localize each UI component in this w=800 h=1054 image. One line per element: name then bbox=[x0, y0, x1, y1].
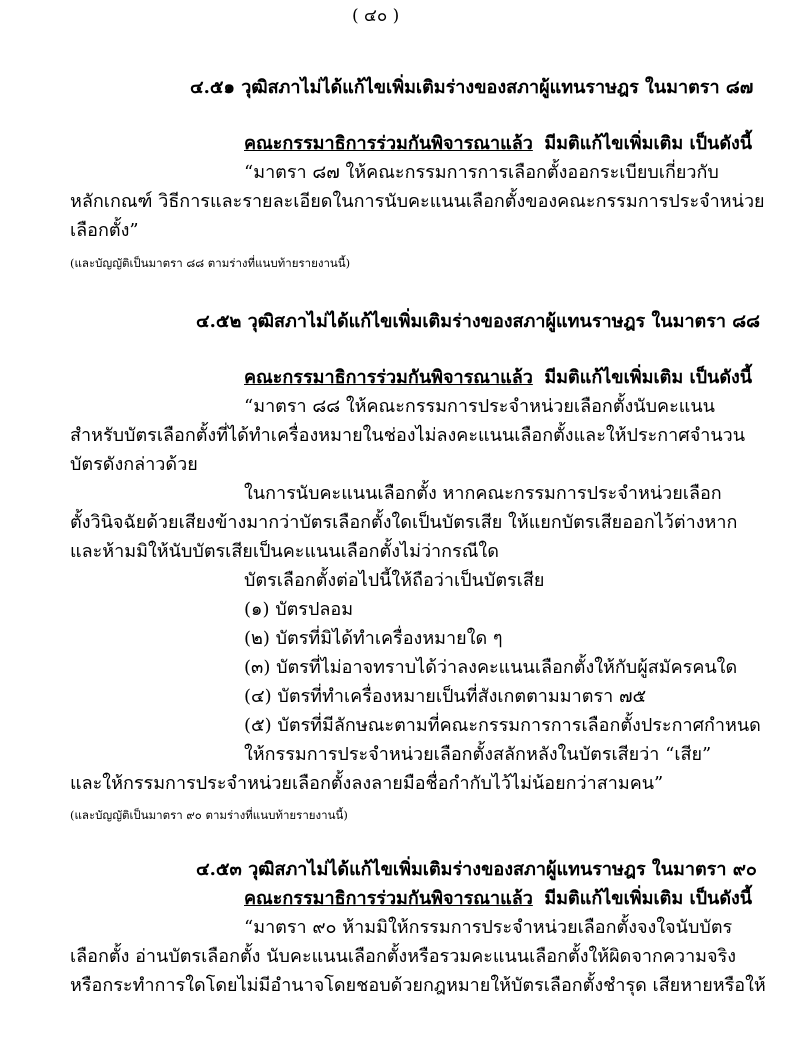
section-453-body-line: หรือกระทำการใดโดยไม่มีอำนาจโดยชอบด้วยกฎหมายให้บัตรเลือกตั้งชำรุด เสียหายหรือให้ bbox=[70, 975, 766, 996]
section-452-list-item: (๑) บัตรปลอม bbox=[244, 599, 354, 620]
committee-label: คณะกรรมาธิการร่วมกันพิจารณาแล้ว bbox=[244, 888, 533, 909]
section-452-closing-line: และให้กรรมการประจำหน่วยเลือกตั้งลงลายมือชื่อกำกับไว้ไม่น้อยกว่าสามคน” bbox=[70, 773, 664, 794]
section-452-para1-line: บัตรดังกล่าวด้วย bbox=[70, 454, 198, 475]
section-451-body-line: เลือกตั้ง” bbox=[70, 220, 139, 241]
page-number: ( ๔๐ ) bbox=[352, 6, 400, 26]
section-452-closing-line: ให้กรรมการประจำหน่วยเลือกตั้งสลักหลังในบัตรเสียว่า “เสีย” bbox=[244, 744, 712, 765]
section-451-heading: ๔.๕๑ วุฒิสภาไม่ได้แก้ไขเพิ่มเติมร่างของสภาผู้แทนราษฎร ในมาตรา ๘๗ bbox=[190, 77, 754, 98]
section-451-body-line: หลักเกณฑ์ วิธีการและรายละเอียดในการนับคะแนนเลือกตั้งของคณะกรรมการประจำหน่วย bbox=[70, 191, 765, 212]
section-452-heading: ๔.๕๒ วุฒิสภาไม่ได้แก้ไขเพิ่มเติมร่างของสภาผู้แทนราษฎร ในมาตรา ๘๘ bbox=[196, 311, 761, 332]
section-452-para2-line: ตั้งวินิจฉัยด้วยเสียงข้างมากว่าบัตรเลือกตั้งใดเป็นบัตรเสีย ให้แยกบัตรเสียออกไว้ต่างหาก bbox=[70, 512, 738, 533]
section-452-committee bbox=[244, 366, 752, 390]
section-453-body-line: เลือกตั้ง อ่านบัตรเลือกตั้ง นับคะแนนเลือกตั้งหรือรวมคะแนนเลือกตั้งให้ผิดจากความจริง bbox=[70, 946, 737, 967]
committee-resolution: มีมติแก้ไขเพิ่มเติม เป็นดังนี้ bbox=[544, 888, 753, 909]
committee-label: คณะกรรมาธิการร่วมกันพิจารณาแล้ว bbox=[244, 367, 533, 388]
section-452-list-item: (๓) บัตรที่ไม่อาจทราบได้ว่าลงคะแนนเลือกตั้งให้กับผู้สมัครคนใด bbox=[244, 657, 738, 678]
section-452-list-item: (๔) บัตรที่ทำเครื่องหมายเป็นที่สังเกตตามมาตรา ๗๕ bbox=[244, 686, 647, 707]
section-452-para2-line: ในการนับคะแนนเลือกตั้ง หากคณะกรรมการประจำหน่วยเลือก bbox=[244, 483, 722, 504]
section-452-list-item: (๒) บัตรที่มิได้ทำเครื่องหมายใด ๆ bbox=[244, 628, 503, 649]
section-452-note: (และบัญญัติเป็นมาตรา ๙๐ ตามร่างที่แนบท้ายรายงานนี้) bbox=[70, 808, 348, 822]
section-452-para2-line: และห้ามมิให้นับบัตรเสียเป็นคะแนนเลือกตั้งไม่ว่ากรณีใด bbox=[70, 541, 499, 562]
section-451-note: (และบัญญัติเป็นมาตรา ๘๘ ตามร่างที่แนบท้ายรายงานนี้) bbox=[70, 256, 351, 270]
committee-label: คณะกรรมาธิการร่วมกันพิจารณาแล้ว bbox=[244, 133, 533, 154]
section-452-para1-line: “มาตรา ๘๘ ให้คณะกรรมการประจำหน่วยเลือกตั้งนับคะแนน bbox=[244, 396, 715, 417]
section-452-para3-intro: บัตรเลือกตั้งต่อไปนี้ให้ถือว่าเป็นบัตรเสีย bbox=[244, 570, 545, 591]
section-451-body-line: “มาตรา ๘๗ ให้คณะกรรมการการเลือกตั้งออกระเบียบเกี่ยวกับ bbox=[244, 162, 719, 183]
section-453-committee bbox=[244, 887, 752, 911]
section-453-body-line: “มาตรา ๙๐ ห้ามมิให้กรรมการประจำหน่วยเลือกตั้งจงใจนับบัตร bbox=[244, 917, 733, 938]
section-451-committee bbox=[244, 132, 752, 156]
committee-resolution: มีมติแก้ไขเพิ่มเติม เป็นดังนี้ bbox=[544, 133, 753, 154]
committee-resolution: มีมติแก้ไขเพิ่มเติม เป็นดังนี้ bbox=[544, 367, 753, 388]
section-452-list-item: (๕) บัตรที่มีลักษณะตามที่คณะกรรมการการเลือกตั้งประกาศกำหนด bbox=[244, 715, 761, 736]
section-452-para1-line: สำหรับบัตรเลือกตั้งที่ได้ทำเครื่องหมายในช่องไม่ลงคะแนนเลือกตั้งและให้ประกาศจำนวน bbox=[70, 425, 746, 446]
section-453-heading: ๔.๕๓ วุฒิสภาไม่ได้แก้ไขเพิ่มเติมร่างของสภาผู้แทนราษฎร ในมาตรา ๙๐ bbox=[196, 859, 757, 880]
